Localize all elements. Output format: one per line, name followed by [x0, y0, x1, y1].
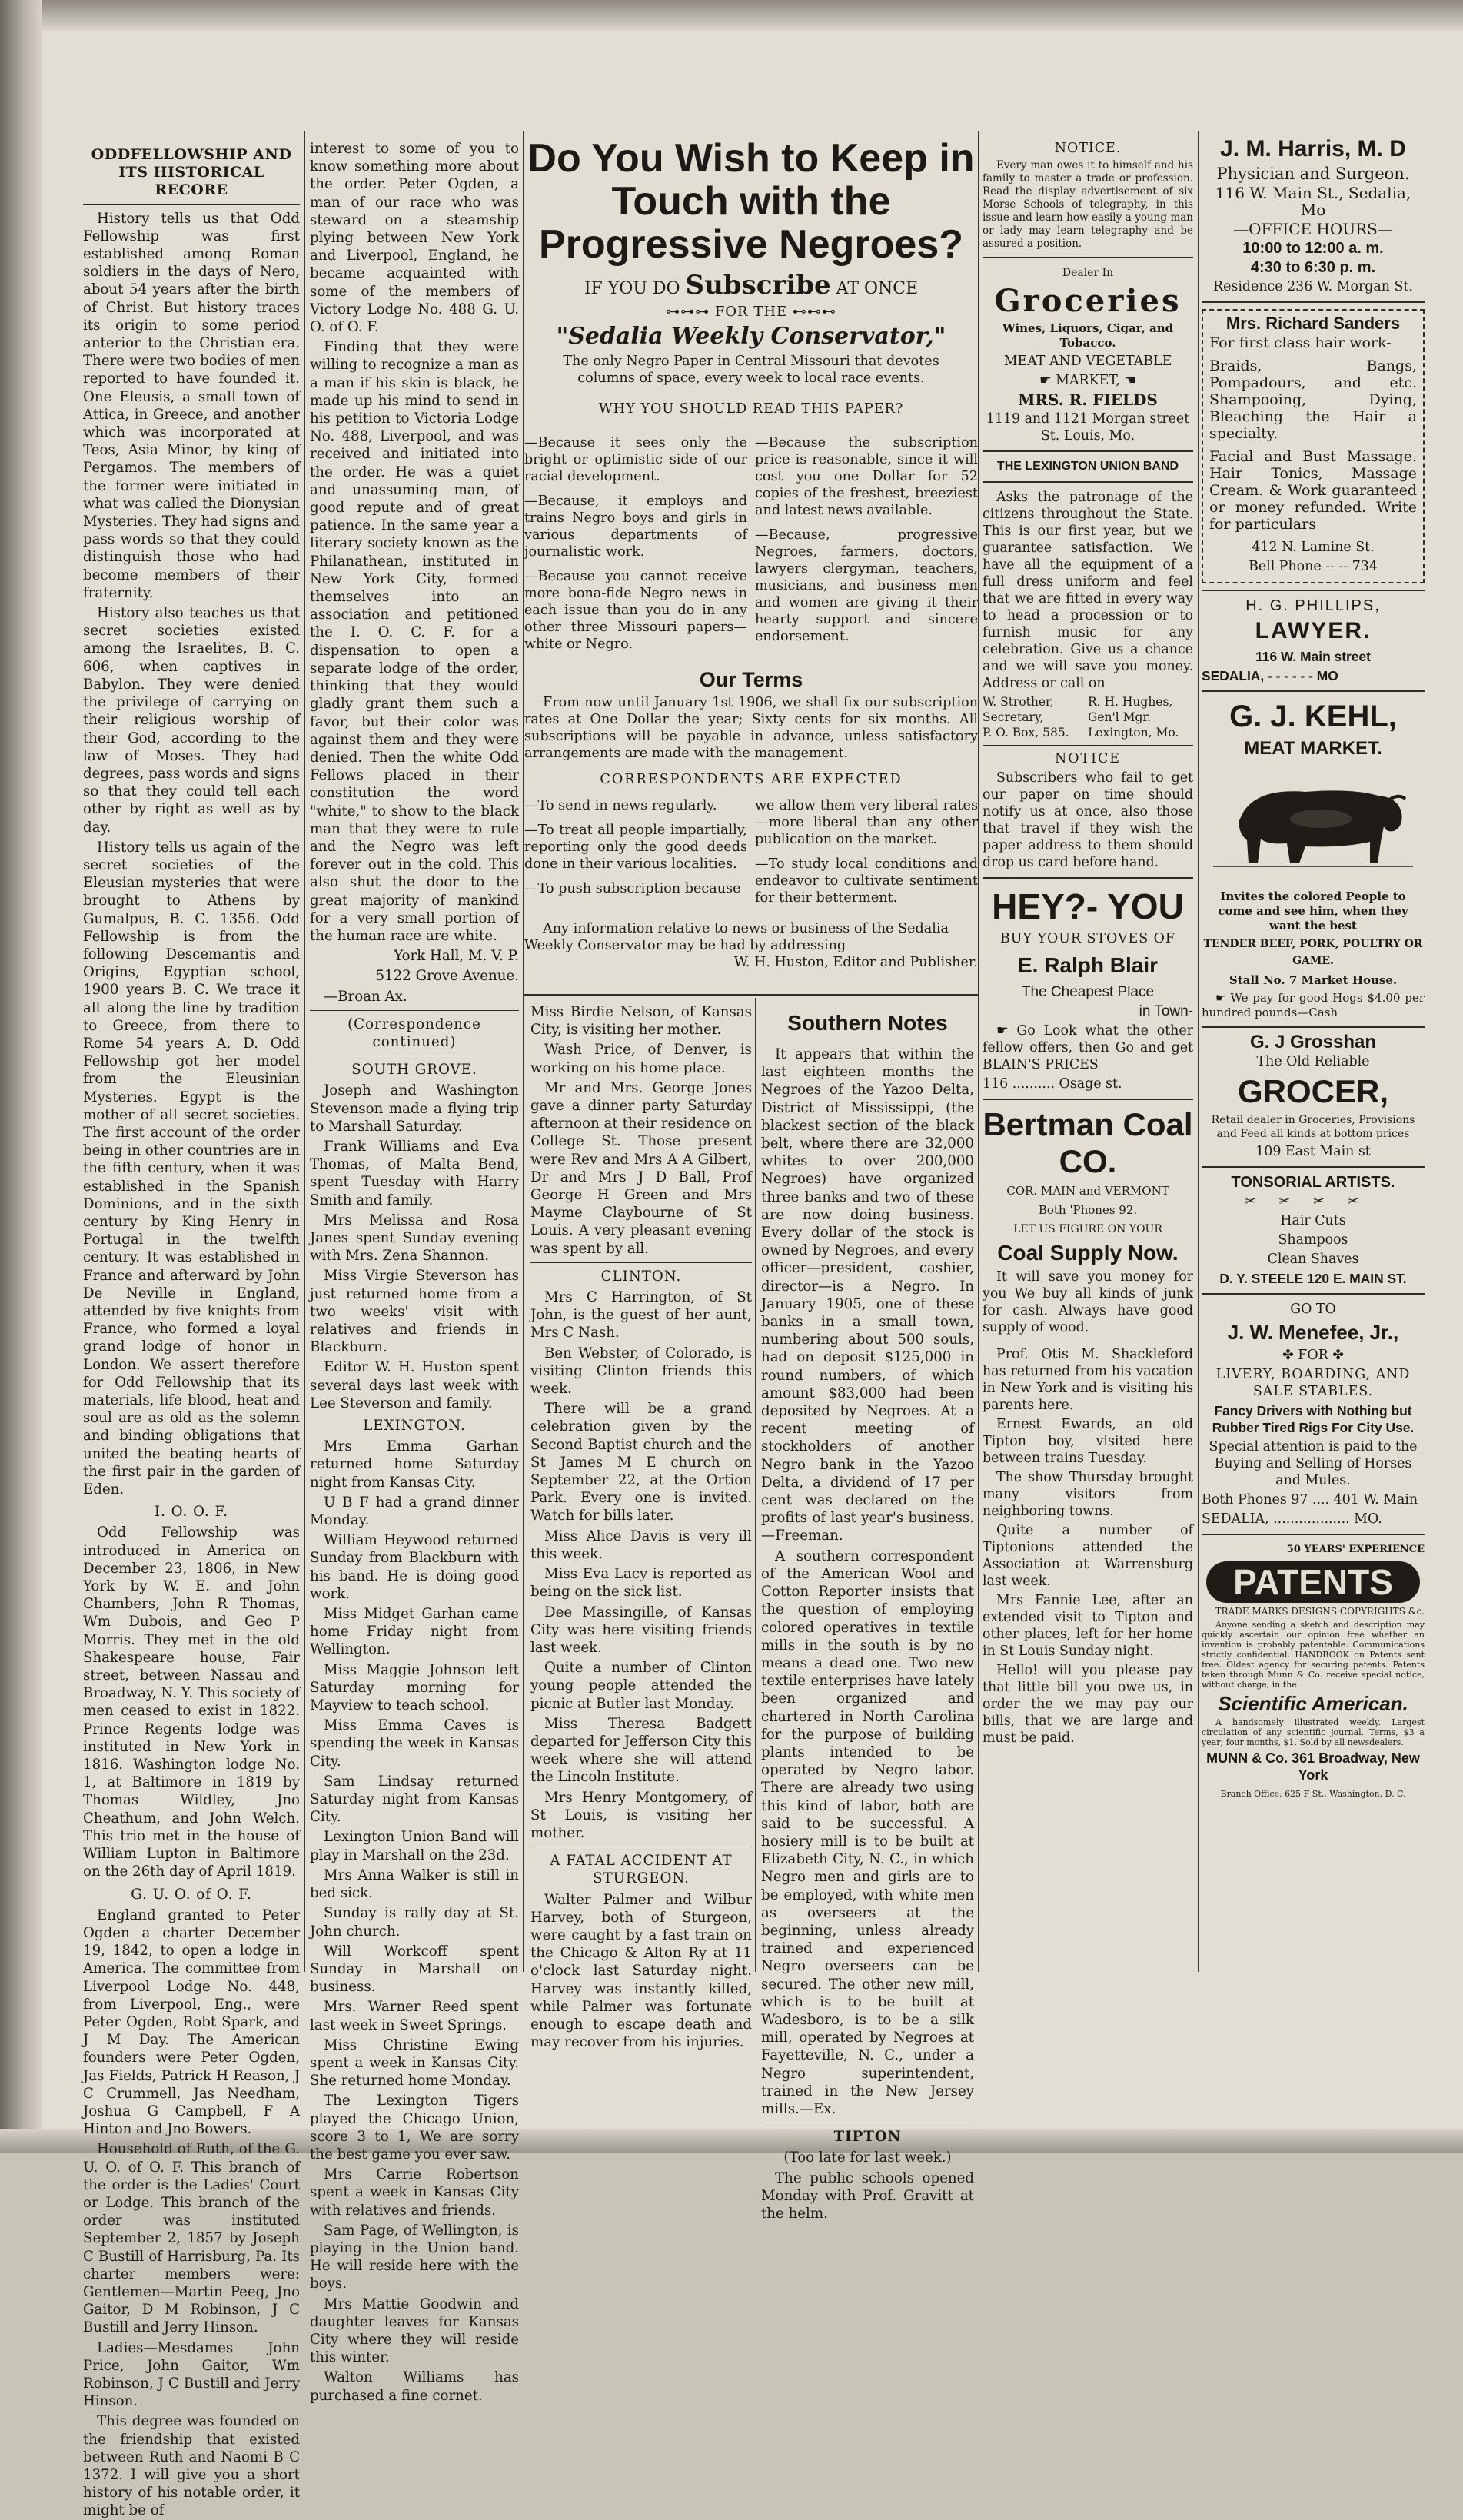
ad-correspondents-right [755, 797, 978, 914]
signature: Lexington, Mo. [1088, 726, 1179, 740]
correspondence-note: (Correspondence continued) [347, 1016, 481, 1050]
news-item: Mr and Mrs. George Jones gave a dinner party Saturday afternoon at their residence on College St. Those present were Rev and Mrs A A Gilbert, Dr and Mrs J D Ball, Prof George H Green and Mrs Mayme Claybourne of St Louis. A very pleasant evening was spent by all. [530, 1079, 752, 1257]
tonsorial-service: Hair Cuts [1280, 1213, 1346, 1228]
divider [983, 481, 1193, 483]
column-rule [1198, 131, 1199, 1972]
hand-pointer-icon: ☛ [1039, 373, 1052, 388]
kehl-name: G. J. KEHL, [1229, 700, 1397, 733]
signature-name: York Hall, M. V. P. [394, 948, 519, 965]
ad-why: WHY YOU SHOULD READ THIS PAPER? [598, 401, 904, 417]
news-item: Miss Maggie Johnson left Saturday morning for Mayview to teach school. [310, 1661, 519, 1714]
coal-text: It will save you money for you We buy all kinds of junk for cash. Always have good supply of wood. [983, 1269, 1193, 1335]
kehl-hogs [1202, 991, 1425, 1020]
menefee-name: J. W. Menefee, Jr., [1227, 1321, 1399, 1344]
paragraph: History tells us again of the secret societies of the Eleusian mysteries that were brought to Athens by Gumalpus, B. C. 1356. Odd Fellowship is from the following Descemantis and Origins, Egyptian school, 1900 years B. C. We trace it all along the line by tradition to Greece, from there to Rome 54 years A. D. Odd Fellowship got her model from the Eleusinian Mysteries. Egypt is the mother of all secret societies. The first account of the order being in other countries are in the fifth century, when it was established in the Spanish Dominions, and in the sixth century by King Henry in Portugal in the twelfth century. It was established in France and afterward by John De Neville in England, attended by five knights from France, who formed a loyal grand lodge of honor in London. We assert therefore for Odd Fellowship that its materials, life blood, heat and soul are as old as the solemn and binding obligations that united the beating hearts of the first pair in the garden of Eden. [83, 839, 300, 1498]
news-item: U B F had a grand dinner Monday. [310, 1494, 519, 1529]
harris-residence: Residence 236 W. Morgan St. [1213, 279, 1413, 294]
news-item: Quite a number of Tiptonions attended the Association at Warrensburg last week. [983, 1523, 1193, 1589]
news-item: Miss Eva Lacy is reported as being on the sick list. [530, 1566, 752, 1601]
ad-terms-title: Our Terms [699, 668, 803, 691]
groceries-meat: MEAT AND VEGETABLE [1003, 354, 1172, 369]
ad-reasons-right [755, 434, 978, 660]
news-item: There will be a grand celebration given by the Second Baptist church and the St James M E church on September 22, at the Ortion Park. Every one is invited. Watch for bills later. [530, 1401, 752, 1524]
munn-address: MUNN & Co. 361 Broadway, New York [1206, 1750, 1420, 1783]
phillips-name: H. G. PHILLIPS, [1245, 597, 1381, 614]
section-heading: LEXINGTON. [363, 1418, 466, 1435]
hand-pointer-icon: ☛ [996, 1023, 1017, 1039]
divider [1202, 690, 1425, 692]
column-local-news [530, 1003, 752, 2051]
grosshan-name: G. J Grosshan [1249, 1032, 1377, 1052]
bertman-corner: COR. MAIN and VERMONT [1006, 1184, 1169, 1198]
reason: —Because, progressive Negroes, farmers, doctors, lawyers clergyman, teachers, musicians, and business men and women are giving it their hearty support and sincere endorsement. [755, 527, 978, 644]
news-item: The show Thursday brought many visitors from neighboring towns. [983, 1470, 1193, 1519]
news-item: Mrs C Harrington, of St John, is the guest of her aunt, Mrs C Nash. [530, 1289, 752, 1341]
sanders-ad [1202, 309, 1425, 583]
section-subheading: (Too late for last week.) [783, 2149, 952, 2166]
groceries-title: Groceries [994, 283, 1182, 319]
scientific-american: Scientific American. [1218, 1692, 1408, 1715]
coal-supply: Coal Supply Now. [997, 1241, 1179, 1265]
menefee-fancy: Fancy Drivers with Nothing but Rubber Tired Rigs For City Use. [1212, 1403, 1415, 1435]
kehl-invite: Invites the colored People to come and see him, when they want the best [1218, 889, 1408, 933]
signature-address: 5122 Grove Avenue. [375, 968, 519, 985]
harris-hours: 4:30 to 6:30 p. m. [1250, 259, 1376, 276]
bull-illustration [1202, 765, 1425, 885]
news-item: Mrs Anna Walker is still in bed sick. [310, 1867, 519, 1902]
phillips-title: LAWYER. [1255, 618, 1372, 643]
phillips-address: 116 W. Main street [1255, 649, 1371, 664]
source-credit: —Broan Ax. [324, 988, 407, 1005]
paragraph: interest to some of you to know something more about the order. Peter Ogden, a man of our race who was steward on a steamship plying between New York and Liverpool, England, he became acquainted with some of the members of Victory Lodge No. 488 G. U. O. of O. F. [310, 141, 519, 336]
sanders-braids: Braids, Bangs, Pompadours, and etc. Shampooing, Dying, Bleaching the Hair a specialty. [1209, 357, 1417, 442]
band-signatures [983, 694, 1193, 740]
news-item: Quite a number of Clinton young people attended the picnic at Butler last Monday. [530, 1660, 752, 1712]
ad-paper-name: "Sedalia Weekly Conservator," [556, 323, 946, 350]
sanders-facial: Facial and Bust Massage. Hair Tonics, Massage Cream. & Work guaranteed or money refunded. Write for particulars [1209, 448, 1417, 533]
news-item: Mrs Henry Montgomery, of St Louis, is visiting her mother. [530, 1789, 752, 1841]
groceries-owner: MRS. R. FIELDS [1018, 391, 1158, 409]
divider [1202, 590, 1425, 591]
ad-reasons [524, 434, 978, 660]
section-heading: SOUTH GROVE. [351, 1062, 477, 1079]
news-item: Miss Theresa Badgett departed for Jefferson City this week where she will attend the Lincoln Institute. [530, 1715, 752, 1786]
notice-title: NOTICE. [1054, 141, 1122, 156]
paragraph: The public schools opened Monday with Prof. Gravitt at the helm. [761, 2169, 974, 2222]
market-label: MARKET, [1056, 373, 1120, 388]
divider [1202, 1293, 1425, 1295]
signature: R. H. Hughes, [1088, 695, 1173, 709]
notice-text: Every man owes it to himself and his family to master a trade or profession. Read the display advertisement of six Morse Schools of telegraphy, in this issue and learn how easily a young man or lady may learn telegraphy and be assured a position. [983, 159, 1193, 250]
column-rule [755, 998, 756, 1972]
signature: W. Strother, [983, 695, 1054, 709]
harris-hours: 10:00 to 12:00 a. m. [1242, 240, 1384, 257]
signature: P. O. Box, 585. [983, 726, 1069, 740]
divider [530, 1262, 752, 1263]
news-item: Frank Williams and Eva Thomas, of Malta Bend, spent Tuesday with Harry Smith and family. [310, 1138, 519, 1208]
ad-correspondents [524, 797, 978, 914]
grosshan-address: 109 East Main st [1255, 1144, 1371, 1159]
section-heading: TIPTON [833, 2129, 902, 2146]
paragraph: Household of Ruth, of the G. U. O. of O. F. This branch of the order is the Ladies' Court or Lodge. This branch of the order was instituted September 2, 1857 by Joseph C Bustill of Harrisburg, Pa. Its charter members were: Gentlemen—Martin Peeg, Jno Gaitor, D M Robinson, J C Bustill and Jerry Hinson. [83, 2141, 300, 2336]
paragraph: Finding that they were willing to recognize a man as a man if his skin is black, he made up his mind to send in his petition to Victoria Lodge No. 488, Liverpool, and was received and initiated into the order. He was a quiet and unassuming man, of good repute and of great patience. In the same year a literary society known as the Philanathean, instituted in New York City, formed themselves into an association and petitioned the I. O. C. F. for a dispensation to open a separate lodge of the order, thinking that they would gladly grant them such a favor, but their color was against them and they were denied. Then the white Odd Fellows placed in their constitution the word "white," to show to the black man that they were to rule and the Negro was left forever out in the cold. This also shut the door to the great majority of mankind for a very small portion of the human race are white. [310, 339, 519, 944]
divider [983, 745, 1193, 746]
news-item: Mrs Melissa and Rosa Janes spent Sunday evening with Mrs. Zena Shannon. [310, 1212, 519, 1265]
news-item: Miss Birdie Nelson, of Kansas City, is visiting her mother. [530, 1004, 752, 1039]
grosshan-retail: Retail dealer in Groceries, Provisions and Feed all kinds at bottom prices [1211, 1114, 1415, 1140]
ad-for-the-text: FOR THE [714, 304, 788, 320]
page-edge-left [0, 0, 42, 2153]
divider [1202, 1166, 1425, 1168]
news-item: Miss Virgie Steverson has just returned home from a two weeks' visit with relatives and friends in Blackburn. [310, 1268, 519, 1356]
column-correspondence [310, 140, 519, 2404]
ornament-icon: ⊶⊶⊶ [666, 304, 710, 320]
paragraph: A southern correspondent of the American Wool and Cotton Reporter insists that the question of employing colored operatives in textile mills in the south is by no means a dead one. Two new textile enterprises have lately been organized and chartered in North Carolina for the purpose of building plants intended to be operated by Negro labor. There are already two using this kind of labor, both are said to be successful. A hosiery mill is to be built at Elizabeth City, N. C., in which Negro men and girls are to be employed, with white men as overseers at the beginning, unless already trained and experienced Negro overseers can be secured. The other new mill, which is to be built at Wadesboro, is to be a silk mill, operated by Negroes at Fayetteville, N. C., under a Negro superintendent, trained in the New Jersey mills.—Ex. [761, 1548, 974, 2117]
blair-name: E. Ralph Blair [1017, 953, 1159, 977]
column-rule [978, 131, 979, 1972]
stoves-label: BUY YOUR STOVES OF [1000, 931, 1175, 946]
ad-subscribe-line [524, 270, 978, 301]
news-item: Miss Emma Caves is spending the week in Kansas City. [310, 1717, 519, 1770]
scissors-icon: ✂✂✂✂ [1244, 1194, 1382, 1209]
news-item: Mrs Emma Garhan returned home Saturday night from Kansas City. [310, 1438, 519, 1491]
ad-reasons-left [524, 434, 747, 660]
harris-profession: Physician and Surgeon. [1216, 165, 1410, 183]
bull-icon [1213, 765, 1413, 880]
news-item: Miss Midget Garhan came home Friday night from Wellington. [310, 1606, 519, 1658]
menefee-for [1202, 1347, 1425, 1364]
news-item: Miss Christine Ewing spent a week in Kansas City. She returned home Monday. [310, 2036, 519, 2089]
duty: —To send in news regularly. [524, 798, 717, 813]
duty: —To treat all people impartially, reporting only the good deeds done in their various localities. [524, 823, 747, 872]
divider [83, 204, 300, 205]
column-business-ads [1202, 135, 1425, 1976]
patents-years: 50 YEARS' EXPERIENCE [1286, 1544, 1425, 1555]
signature: Gen'l Mgr. [1088, 710, 1152, 724]
bertman-title: Bertman Coal CO. [983, 1106, 1193, 1179]
signature: Secretary, [983, 710, 1044, 724]
groceries-address: 1119 and 1121 Morgan street St. Louis, Mo. [986, 411, 1190, 444]
reason: —Because you cannot receive more bona-fide Negro news in each issue than you do in any other three Missouri papers—white or Negro. [524, 569, 747, 652]
divider [1202, 1026, 1425, 1028]
hand-pointer-icon: ☛ [1215, 991, 1231, 1005]
menefee-special: Special attention is paid to the Buying and Selling of Horses and Mules. [1209, 1439, 1418, 1488]
news-item: Joseph and Washington Stevenson made a flying trip to Marshall Saturday. [310, 1082, 519, 1135]
sanders-name: Mrs. Richard Sanders [1225, 314, 1401, 333]
news-item: Prof. Otis M. Shackleford has returned from his vacation in New York and is visiting his parents here. [983, 1347, 1193, 1413]
duty: —To study local conditions and endeavor to cultivate sentiment for their betterment. [755, 856, 978, 906]
paragraph: This degree was founded on the friendship that existed between Ruth and Naomi B C 1372. I will give you a short history of his notable order, it might be of [83, 2413, 300, 2519]
bertman-phones: Both 'Phones 92. [1038, 1203, 1138, 1217]
ad-if-you-do: IF YOU DO [584, 279, 680, 298]
divider [1202, 1534, 1425, 1535]
groceries-market [983, 372, 1193, 389]
ad-description: The only Negro Paper in Central Missouri that devotes columns of space, every week to local race events. [563, 354, 939, 386]
groceries-wines: Wines, Liquors, Cigar, and Tobacco. [1002, 321, 1174, 350]
section-heading: A FATAL ACCIDENT AT STURGEON. [550, 1853, 733, 1887]
news-item: Sunday is rally day at St. John church. [310, 1905, 519, 1940]
news-item: Mrs Fannie Lee, after an extended visit to Tipton and other places, left for her home in St Louis Sunday night. [983, 1593, 1193, 1659]
news-item: Hello! will you please pay that little bill you owe us, in order the we may pay our bills, that we are large and must be paid. [983, 1663, 1193, 1746]
article-title: ODDFELLOWSHIP AND ITS HISTORICAL RECORE [91, 146, 292, 199]
news-item: Mrs Carrie Robertson spent a week in Kansas City with relatives and friends. [310, 2166, 519, 2219]
go-look-text: Go Look what the other fellow offers, then Go and get BLAIN'S PRICES [983, 1023, 1193, 1072]
sanders-phone: Bell Phone -- -- 734 [1249, 559, 1378, 574]
news-item: Mrs. Warner Reed spent last week in Sweet Springs. [310, 1999, 519, 2033]
sanders-for: For first class hair work- [1209, 334, 1392, 351]
section-heading: I. O. O. F. [154, 1504, 229, 1521]
tonsorial-service: Shampoos [1278, 1232, 1348, 1248]
ad-closing: Any information relative to news or business of the Sedalia Weekly Conservator may be had by addressing [524, 921, 949, 953]
osage-address: 116 .......... Osage st. [983, 1076, 1122, 1092]
divider [983, 1099, 1193, 1100]
section-heading: CLINTON. [600, 1268, 682, 1285]
page-edge-top [0, 0, 1463, 31]
news-item: Will Workcoff spent Sunday in Marshall on business. [310, 1943, 519, 1996]
news-item: William Heywood returned Sunday from Blackburn with his band. He is doing good work. [310, 1532, 519, 1602]
harris-name: J. M. Harris, M. D [1220, 136, 1406, 161]
reason: —Because it sees only the bright or optimistic side of our racial development. [524, 435, 747, 484]
divider [983, 877, 1193, 879]
harris-office: —OFFICE HOURS— [1233, 220, 1393, 238]
band-title: THE LEXINGTON UNION BAND [996, 460, 1179, 473]
menefee-for-text: FOR [1298, 1348, 1328, 1363]
divider [1202, 301, 1425, 303]
paragraph: It appears that within the last eighteen months the Negroes of the Yazoo Delta, District of Mississippi, (the blackest section of the black belt, where there are 32,000 whites to over 200,000 Negroes) have organized three banks and two of these are now doing business. Every dollar of the stock is owned by Negroes, and every officer—president, cashier, director—is a Negro. In January 1905, one of these banks in a small town, numbering about 500 souls, had on deposit $125,000 in round numbers, of which amount $83,000 had been deposited by Negroes. At a recent meeting of stockholders of another Negro bank in the Yazoo Delta, a dividend of 17 per cent was declared on the profits of last year's business.—Freeman. [761, 1046, 974, 1544]
divider [983, 257, 1193, 258]
dealer-label: Dealer In [1062, 267, 1114, 279]
ad-editor: W. H. Huston, Editor and Publisher. [733, 955, 978, 970]
column-southern-notes [761, 1007, 974, 2222]
menefee-goto: GO TO [1290, 1302, 1336, 1317]
column-notices [983, 140, 1193, 1977]
news-item: Walton Williams has purchased a fine cornet. [310, 2369, 519, 2404]
hey-you-title: HEY?- YOU [992, 886, 1184, 926]
section-title: Southern Notes [787, 1011, 948, 1035]
news-item: The Lexington Tigers played the Chicago Union, score 3 to 1, We are sorry the best game you ever saw. [310, 2093, 519, 2163]
patents-trade: TRADE MARKS DESIGNS COPYRIGHTS &c. [1215, 1606, 1425, 1617]
reason: —Because, it employs and trains Negro boys and girls in various departments of journalistic work. [524, 494, 747, 560]
duty: —To push subscription because [524, 881, 741, 896]
ornament-icon: ⊷⊷⊷ [792, 304, 836, 320]
harris-ad [1202, 135, 1425, 295]
kehl-title: MEAT MARKET. [1244, 738, 1382, 759]
reason: —Because the subscription price is reasonable, since it will cost you one Dollar for 52 copies of the freshest, breeziest and latest news available. [755, 435, 978, 518]
menefee-livery: LIVERY, BOARDING, AND SALE STABLES. [1215, 1367, 1411, 1399]
news-item: Ben Webster, of Colorado, is visiting Clinton friends this week. [530, 1345, 752, 1398]
band-text: Asks the patronage of the citizens throughout the State. This is our first year, but we guarantee satisfaction. We have all the equipment of a full dress uniform and feel that we are fitted in every way to head a procession or to furnish music for any celebration. Give us a chance and we will save you money. Address or call on [983, 490, 1193, 691]
tonsorial-service: Clean Shaves [1267, 1252, 1359, 1267]
ad-for-the [524, 304, 978, 321]
news-item: Lexington Union Band will play in Marshall on the 23d. [310, 1829, 519, 1863]
go-look [983, 1022, 1193, 1073]
news-item: Sam Lindsay returned Saturday night from Kansas City. [310, 1773, 519, 1826]
grosshan-grocer: GROCER, [1237, 1073, 1388, 1109]
phillips-city: SEDALIA, - - - - - - MO [1202, 668, 1338, 683]
tonsorial-title: TONSORIAL ARTISTS. [1231, 1174, 1395, 1191]
notice2-title: NOTICE [1055, 751, 1121, 766]
notice2-text: Subscribers who fail to get our paper on time should notify us at once, also those that travel if they wish the paper address to them should drop us card before hand. [983, 770, 1193, 870]
sciam-text: A handsomely illustrated weekly. Largest circulation of any scientific journal. Terms, $3 a year; four months, $1. Sold by all newsdealers. [1202, 1717, 1425, 1747]
kehl-products: TENDER BEEF, PORK, POULTRY OR GAME. [1203, 938, 1423, 967]
paragraph: History tells us that Odd Fellowship was first established among Roman soldiers in the days of Nero, about 54 years after the birth of Christ. But history traces its origin to some period anterior to the Christian era. There were two bodies of men reported to have founded it. One Eleusis, a small town of Attica, in Greece, and another which was incorporated at Teos, Asia Minor, by king of Pergamos. The members of the former were initiated in what was called the Dionysian Mysteries. They had signs and pass words so that they could distinguish those who had become members of their fraternity. [83, 210, 300, 601]
cheapest-place: The Cheapest Place [1021, 984, 1155, 1000]
news-item: Mrs Mattie Goodwin and daughter leaves for Kansas City where they will reside this winter. [310, 2296, 519, 2366]
news-item: Dee Massingille, of Kansas City was here visiting friends last week. [530, 1604, 752, 1656]
news-item: Ernest Ewards, an old Tipton boy, visited here between trains Tuesday. [983, 1417, 1193, 1466]
clover-icon: ✤ [1328, 1348, 1344, 1363]
in-town: in Town- [1139, 1003, 1193, 1019]
news-item: Walter Palmer and Wilbur Harvey, both of Sturgeon, were caught by a fast train on the Chicago & Alton Ry at 11 o'clock last Saturday night. Harvey was instantly killed, while Palmer was fortunate enough to escape death and may recover from his injuries. [530, 1891, 752, 2051]
patents-title: PATENTS [1206, 1561, 1420, 1603]
paragraph: England granted to Peter Ogden a charter December 19, 1842, to open a lodge in America. The committee from Liverpool Lodge No. 448, from Liverpool, Eng., were Peter Ogden, Robt Spark, and J M Day. The American founders were Peter Ogden, Jas Fields, Patrick H Reason, J C Crummell, Jas Needham, Joshua G Campbell, F A Hinton and Jno Bowers. [83, 1907, 300, 2138]
ad-at-once: AT ONCE [836, 279, 919, 298]
hand-pointer-icon: ☚ [1124, 373, 1136, 388]
section-heading: G. U. O. of O. F. [131, 1886, 252, 1903]
kehl-stall: Stall No. 7 Market House. [1229, 973, 1398, 987]
munn-branch: Branch Office, 625 F St., Washington, D. C. [1220, 1789, 1406, 1799]
ad-headline: Do You Wish to Keep in Touch with the Progressive Negroes? [527, 136, 975, 267]
ad-correspondents-title: CORRESPONDENTS ARE EXPECTED [600, 772, 903, 787]
news-item: Editor W. H. Huston spent several days last week with Lee Steverson and family. [310, 1359, 519, 1411]
subscription-advertisement [524, 131, 978, 996]
ad-subscribe: Subscribe [685, 270, 831, 301]
divider [983, 450, 1193, 452]
bertman-figure: LET US FIGURE ON YOUR [1013, 1223, 1162, 1235]
sanders-address: 412 N. Lamine St. [1252, 540, 1375, 555]
menefee-city: SEDALIA, .................. MO. [1202, 1511, 1382, 1527]
news-item: Sam Page, of Wellington, is playing in the Union band. He will reside here with the boys. [310, 2222, 519, 2292]
column-oddfellowship [83, 140, 300, 2519]
news-item: Miss Alice Davis is very ill this week. [530, 1528, 752, 1562]
column-rule [304, 131, 305, 1972]
ad-terms: From now until January 1st 1906, we shall fix our subscription rates at One Dollar the year; Sixty cents for six months. All subscriptions will be payable in advance, unless satisfactory arrangements are made with the management. [524, 695, 978, 761]
news-item: Wash Price, of Denver, is working on his home place. [530, 1042, 752, 1076]
paragraph: History also teaches us that secret societies existed among the Israelites, B. C. 606, when captives in Babylon. They were denied the privilege of carrying on their religious worship of their God, according to the law of Moses. They had degrees, pass words and signs so that they could tell each other by right as well as by day. [83, 605, 300, 836]
grosshan-reliable: The Old Reliable [1256, 1054, 1370, 1069]
paragraph: Ladies—Mesdames John Price, John Gaitor, Wm Robinson, J C Bustill and Jerry Hinson. [83, 2339, 300, 2410]
patents-text: Anyone sending a sketch and description may quickly ascertain our opinion free whether an invention is probably patentable. Communications strictly confidential. HANDBOOK on Patents sent free. Oldest agency for securing patents. Patents taken through Munn & Co. receive special notice, without charge, in the [1202, 1620, 1425, 1690]
paragraph: Odd Fellowship was introduced in America on December 23, 1806, in New York by W. E. and John Chambers, John R Thomas, Wm Dubois, and Geo P Morris. They met in the old Shakespeare house, Fair street, between Nassau and Broadway, N. Y. This society of men ceased to exist in 1822. Prince Regents lodge was instituted in New York in 1816. Washington lodge No. 1, at Baltimore in 1819 by Thomas Wildley, Jno Cheathum, and John Welch. This trio met in the house of William Lupton in Baltimore on the 26th day of April 1819. [83, 1524, 300, 1880]
tonsorial-address: D. Y. STEELE 120 E. MAIN ST. [1219, 1271, 1407, 1286]
duty: we allow them very liberal rates—more liberal than any other publication on the market. [755, 798, 978, 847]
kehl-hogs-text: We pay for good Hogs $4.00 per hundred pounds—Cash [1202, 991, 1425, 1019]
ad-correspondents-left [524, 797, 747, 914]
clover-icon: ✤ [1282, 1348, 1298, 1363]
menefee-phones: Both Phones 97 .... 401 W. Main [1202, 1492, 1418, 1508]
harris-address: 116 W. Main St., Sedalia, Mo [1215, 184, 1411, 219]
divider [310, 1010, 519, 1011]
